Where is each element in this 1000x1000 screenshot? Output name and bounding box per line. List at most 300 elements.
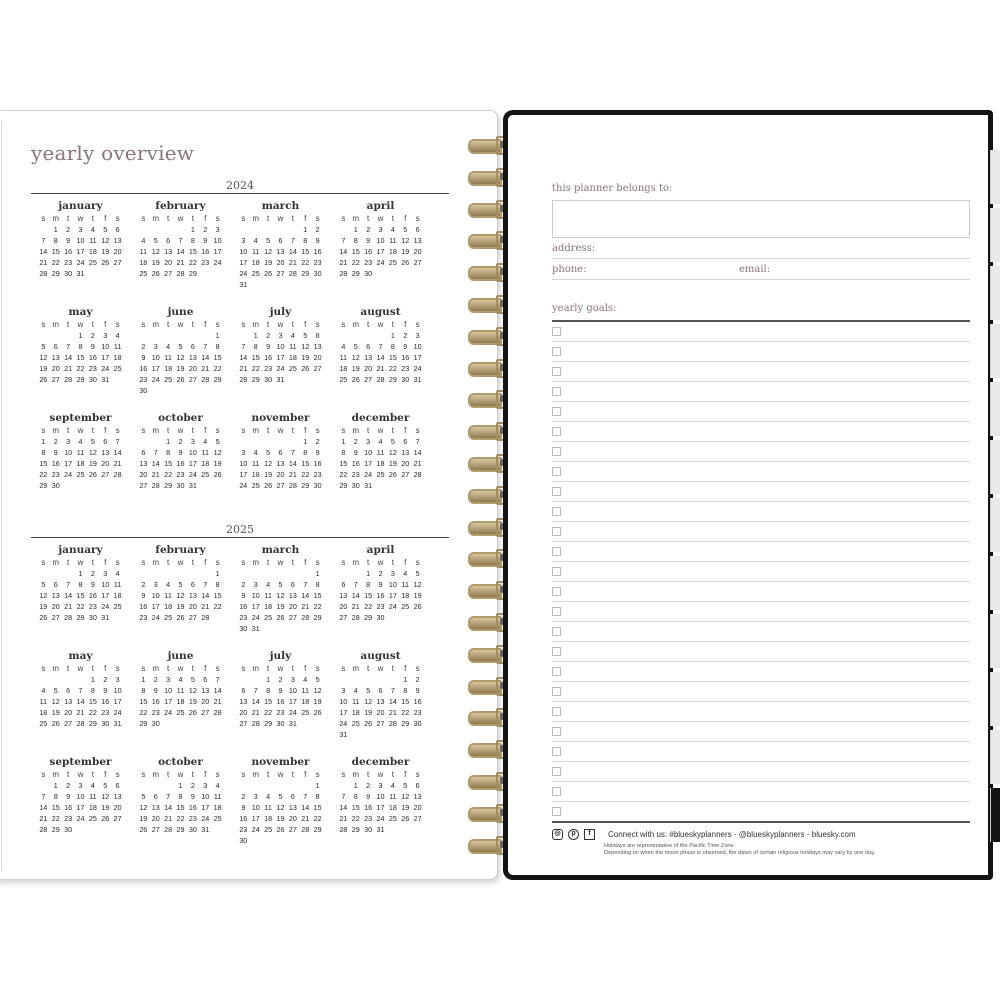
day-cell: 29 bbox=[301, 269, 310, 278]
month-name: september bbox=[49, 756, 112, 768]
day-cell: 10 bbox=[276, 342, 285, 351]
day-cell: 4 bbox=[78, 437, 83, 446]
day-cell: 22 bbox=[76, 602, 85, 611]
day-cell: 14 bbox=[39, 803, 48, 812]
day-cell: 18 bbox=[251, 258, 260, 267]
blank-day bbox=[150, 330, 162, 341]
goal-row[interactable] bbox=[552, 702, 970, 722]
day-cell: 1 bbox=[403, 675, 408, 684]
day-cell: 24 bbox=[101, 602, 110, 611]
goal-row[interactable] bbox=[552, 482, 970, 502]
day-cell: 21 bbox=[376, 364, 385, 373]
month-name: january bbox=[58, 544, 103, 556]
goal-checkbox[interactable] bbox=[552, 387, 561, 396]
year-rule bbox=[31, 193, 449, 194]
day-cell: 9 bbox=[153, 686, 158, 695]
day-cell: 26 bbox=[88, 470, 97, 479]
day-cell: 24 bbox=[64, 470, 73, 479]
goal-checkbox[interactable] bbox=[552, 727, 561, 736]
day-cell: 24 bbox=[339, 719, 348, 728]
day-cell: 25 bbox=[301, 708, 310, 717]
goal-row[interactable] bbox=[552, 522, 970, 542]
day-cell: 26 bbox=[176, 613, 185, 622]
goal-row[interactable] bbox=[552, 402, 970, 422]
weekday-header: f bbox=[104, 770, 107, 779]
month-name: august bbox=[360, 306, 401, 318]
goal-checkbox[interactable] bbox=[552, 707, 561, 716]
day-cell: 2 bbox=[378, 569, 383, 578]
day-cell: 16 bbox=[313, 247, 322, 256]
day-cell: 18 bbox=[139, 258, 148, 267]
day-cell: 16 bbox=[401, 353, 410, 362]
day-cell: 31 bbox=[188, 481, 197, 490]
goal-checkbox[interactable] bbox=[552, 627, 561, 636]
day-cell: 22 bbox=[388, 364, 397, 373]
day-cell: 9 bbox=[415, 686, 420, 695]
day-cell: 25 bbox=[388, 258, 397, 267]
weekday-header: w bbox=[177, 320, 184, 329]
day-cell: 14 bbox=[339, 247, 348, 256]
blank-day bbox=[162, 780, 174, 791]
weekday-header: s bbox=[141, 770, 146, 779]
goal-row[interactable] bbox=[552, 602, 970, 622]
goal-row[interactable] bbox=[552, 442, 970, 462]
day-cell: 7 bbox=[153, 448, 158, 457]
month-name: june bbox=[167, 306, 194, 318]
day-cell: 4 bbox=[166, 342, 171, 351]
blank-day bbox=[199, 568, 211, 579]
blank-day bbox=[137, 224, 149, 235]
facebook-icon[interactable]: f bbox=[584, 829, 595, 840]
day-cell: 5 bbox=[278, 580, 283, 589]
day-cell: 24 bbox=[376, 814, 385, 823]
goal-row[interactable] bbox=[552, 742, 970, 762]
day-cell: 5 bbox=[353, 342, 358, 351]
day-cell: 20 bbox=[51, 602, 60, 611]
day-cell: 29 bbox=[76, 375, 85, 384]
goal-row[interactable] bbox=[552, 562, 970, 582]
weekday-header: m bbox=[152, 770, 160, 779]
day-cell: 20 bbox=[101, 459, 110, 468]
goal-row[interactable] bbox=[552, 802, 970, 822]
weekday-header: s bbox=[241, 558, 246, 567]
day-cell: 2 bbox=[190, 781, 195, 790]
day-cell: 13 bbox=[401, 448, 410, 457]
day-cell: 11 bbox=[89, 236, 97, 245]
goal-checkbox[interactable] bbox=[552, 747, 561, 756]
month-tab[interactable] bbox=[990, 382, 1000, 436]
day-cell: 19 bbox=[264, 258, 273, 267]
day-cell: 4 bbox=[253, 448, 258, 457]
connect-text: Connect with us: #blueskyplanners - @blueskyplanners - bluesky.com bbox=[608, 830, 856, 839]
month-january bbox=[31, 198, 130, 304]
day-cell: 15 bbox=[164, 459, 173, 468]
weekday-header: s bbox=[315, 426, 320, 435]
goal-checkbox[interactable] bbox=[552, 607, 561, 616]
day-cell: 25 bbox=[113, 364, 122, 373]
day-cell: 20 bbox=[188, 602, 197, 611]
day-cell: 18 bbox=[76, 459, 85, 468]
month-name: october bbox=[158, 412, 203, 424]
contact-line[interactable] bbox=[552, 279, 970, 280]
day-cell: 21 bbox=[213, 697, 222, 706]
goal-row[interactable] bbox=[552, 682, 970, 702]
goal-row[interactable] bbox=[552, 462, 970, 482]
day-cell: 6 bbox=[403, 437, 408, 446]
weekday-header: t bbox=[366, 558, 370, 567]
goal-row[interactable] bbox=[552, 662, 970, 682]
goal-checkbox[interactable] bbox=[552, 667, 561, 676]
day-cell: 23 bbox=[51, 470, 60, 479]
day-cell: 1 bbox=[90, 675, 95, 684]
weekday-header: s bbox=[41, 320, 46, 329]
day-cell: 17 bbox=[113, 697, 122, 706]
day-cell: 5 bbox=[390, 437, 395, 446]
weekday-header: f bbox=[104, 558, 107, 567]
month-tab[interactable] bbox=[990, 556, 1000, 610]
day-cell: 15 bbox=[351, 803, 360, 812]
weekday-header: t bbox=[266, 214, 270, 223]
day-cell: 31 bbox=[413, 375, 422, 384]
day-cell: 3 bbox=[390, 569, 395, 578]
weekday-header: t bbox=[166, 320, 170, 329]
day-cell: 22 bbox=[301, 470, 310, 479]
day-cell: 23 bbox=[139, 613, 148, 622]
goal-checkbox[interactable] bbox=[552, 487, 561, 496]
day-cell: 22 bbox=[251, 364, 260, 373]
day-cell: 3 bbox=[153, 580, 158, 589]
day-cell: 8 bbox=[178, 792, 183, 801]
blank-day bbox=[362, 330, 374, 341]
day-cell: 10 bbox=[413, 342, 422, 351]
month-tab[interactable] bbox=[990, 730, 1000, 784]
day-cell: 2 bbox=[366, 225, 371, 234]
instagram-icon[interactable]: ◎ bbox=[552, 829, 563, 840]
weekday-header: m bbox=[352, 320, 360, 329]
goal-row[interactable] bbox=[552, 642, 970, 662]
month-tab[interactable] bbox=[990, 498, 1000, 552]
day-cell: 6 bbox=[341, 580, 346, 589]
day-cell: 30 bbox=[364, 825, 373, 834]
weekday-header: s bbox=[415, 664, 420, 673]
day-cell: 1 bbox=[41, 437, 46, 446]
goal-row[interactable] bbox=[552, 542, 970, 562]
day-cell: 26 bbox=[276, 825, 285, 834]
day-cell: 18 bbox=[388, 247, 397, 256]
day-cell: 23 bbox=[364, 258, 373, 267]
goal-checkbox[interactable] bbox=[552, 587, 561, 596]
day-cell: 29 bbox=[401, 719, 410, 728]
goal-checkbox[interactable] bbox=[552, 507, 561, 516]
day-cell: 18 bbox=[113, 353, 122, 362]
goal-checkbox[interactable] bbox=[552, 567, 561, 576]
weekday-header: f bbox=[304, 770, 307, 779]
weekday-header: s bbox=[241, 664, 246, 673]
weekday-header: t bbox=[91, 664, 94, 673]
goal-row[interactable] bbox=[552, 762, 970, 782]
day-cell: 8 bbox=[403, 686, 408, 695]
day-cell: 6 bbox=[415, 781, 420, 790]
day-cell: 24 bbox=[276, 364, 285, 373]
day-cell: 12 bbox=[264, 459, 273, 468]
phone-label: phone: bbox=[552, 264, 587, 275]
day-cell: 21 bbox=[251, 708, 260, 717]
day-cell: 25 bbox=[251, 269, 260, 278]
goal-checkbox[interactable] bbox=[552, 647, 561, 656]
weekday-header: t bbox=[66, 214, 70, 223]
goals-label: yearly goals: bbox=[552, 303, 617, 314]
day-cell: 26 bbox=[401, 814, 410, 823]
day-cell: 27 bbox=[288, 825, 297, 834]
day-cell: 10 bbox=[251, 803, 260, 812]
day-cell: 14 bbox=[64, 591, 73, 600]
day-cell: 26 bbox=[176, 375, 185, 384]
blank-day bbox=[250, 436, 262, 447]
day-cell: 10 bbox=[201, 792, 210, 801]
day-cell: 24 bbox=[151, 613, 160, 622]
day-cell: 27 bbox=[413, 258, 422, 267]
day-cell: 27 bbox=[413, 814, 422, 823]
day-cell: 2 bbox=[66, 781, 71, 790]
goal-row[interactable] bbox=[552, 422, 970, 442]
goal-checkbox[interactable] bbox=[552, 767, 561, 776]
day-cell: 12 bbox=[188, 686, 197, 695]
weekday-header: w bbox=[77, 214, 84, 223]
email-label: email: bbox=[739, 264, 771, 275]
goal-checkbox[interactable] bbox=[552, 787, 561, 796]
day-cell: 25 bbox=[339, 375, 348, 384]
day-cell: 13 bbox=[188, 591, 197, 600]
day-cell: 25 bbox=[288, 364, 297, 373]
day-cell: 1 bbox=[53, 781, 58, 790]
day-cell: 6 bbox=[53, 342, 58, 351]
day-cell: 20 bbox=[113, 247, 122, 256]
day-cell: 5 bbox=[190, 675, 195, 684]
day-cell: 15 bbox=[364, 591, 373, 600]
goal-row[interactable] bbox=[552, 382, 970, 402]
goal-row[interactable] bbox=[552, 582, 970, 602]
day-cell: 29 bbox=[301, 481, 310, 490]
month-tab[interactable] bbox=[990, 440, 1000, 494]
day-cell: 30 bbox=[188, 825, 197, 834]
day-cell: 11 bbox=[264, 803, 272, 812]
day-cell: 11 bbox=[264, 591, 272, 600]
month-tab[interactable] bbox=[990, 266, 1000, 320]
day-cell: 16 bbox=[101, 697, 110, 706]
day-cell: 18 bbox=[376, 459, 385, 468]
month-february bbox=[131, 542, 230, 648]
goal-checkbox[interactable] bbox=[552, 367, 561, 376]
pinterest-icon[interactable]: p bbox=[568, 829, 579, 840]
day-cell: 14 bbox=[201, 353, 210, 362]
day-cell: 6 bbox=[153, 792, 158, 801]
day-cell: 31 bbox=[113, 719, 122, 728]
weekday-header: t bbox=[191, 214, 194, 223]
month-name: september bbox=[49, 412, 112, 424]
day-cell: 31 bbox=[76, 269, 85, 278]
day-cell: 1 bbox=[190, 225, 195, 234]
goal-checkbox[interactable] bbox=[552, 527, 561, 536]
day-cell: 18 bbox=[251, 470, 260, 479]
weekday-header: w bbox=[377, 664, 384, 673]
day-cell: 23 bbox=[88, 364, 97, 373]
day-cell: 12 bbox=[176, 353, 185, 362]
day-cell: 29 bbox=[176, 825, 185, 834]
goal-row[interactable] bbox=[552, 322, 970, 342]
day-cell: 7 bbox=[215, 675, 220, 684]
goal-checkbox[interactable] bbox=[552, 407, 561, 416]
day-cell: 29 bbox=[51, 269, 60, 278]
day-cell: 11 bbox=[201, 448, 209, 457]
blank-day bbox=[287, 780, 299, 791]
goal-row[interactable] bbox=[552, 782, 970, 802]
day-cell: 25 bbox=[164, 613, 173, 622]
day-cell: 25 bbox=[88, 258, 97, 267]
weekday-header: t bbox=[166, 426, 170, 435]
day-cell: 28 bbox=[201, 613, 210, 622]
goal-checkbox[interactable] bbox=[552, 467, 561, 476]
day-cell: 13 bbox=[113, 236, 122, 245]
address-line[interactable] bbox=[552, 258, 970, 259]
weekday-header: t bbox=[266, 320, 270, 329]
day-cell: 14 bbox=[213, 686, 222, 695]
day-cell: 14 bbox=[201, 591, 210, 600]
day-cell: 11 bbox=[339, 353, 348, 362]
day-cell: 14 bbox=[251, 697, 260, 706]
weekday-header: m bbox=[52, 214, 60, 223]
day-cell: 22 bbox=[139, 708, 148, 717]
month-tab[interactable] bbox=[990, 672, 1000, 726]
day-cell: 11 bbox=[176, 686, 185, 695]
day-cell: 8 bbox=[303, 448, 308, 457]
weekday-header: m bbox=[152, 664, 160, 673]
weekday-header: f bbox=[404, 770, 407, 779]
day-cell: 25 bbox=[251, 481, 260, 490]
day-cell: 28 bbox=[39, 825, 48, 834]
goal-checkbox[interactable] bbox=[552, 327, 561, 336]
day-cell: 20 bbox=[151, 814, 160, 823]
day-cell: 23 bbox=[101, 708, 110, 717]
day-cell: 14 bbox=[339, 803, 348, 812]
day-cell: 1 bbox=[303, 225, 308, 234]
goal-checkbox[interactable] bbox=[552, 447, 561, 456]
weekday-header: w bbox=[377, 770, 384, 779]
day-cell: 27 bbox=[339, 613, 348, 622]
day-cell: 3 bbox=[366, 437, 371, 446]
day-cell: 11 bbox=[213, 792, 222, 801]
day-cell: 7 bbox=[241, 342, 246, 351]
goal-checkbox[interactable] bbox=[552, 807, 561, 816]
blank-day bbox=[274, 780, 286, 791]
day-cell: 5 bbox=[415, 569, 420, 578]
day-cell: 12 bbox=[101, 236, 110, 245]
goal-checkbox[interactable] bbox=[552, 687, 561, 696]
left-page bbox=[0, 110, 498, 880]
goal-checkbox[interactable] bbox=[552, 347, 561, 356]
day-cell: 7 bbox=[66, 580, 71, 589]
goal-row[interactable] bbox=[552, 622, 970, 642]
day-cell: 3 bbox=[341, 686, 346, 695]
day-cell: 23 bbox=[276, 708, 285, 717]
day-cell: 26 bbox=[264, 481, 273, 490]
day-cell: 15 bbox=[313, 591, 322, 600]
day-cell: 10 bbox=[113, 686, 122, 695]
goal-row[interactable] bbox=[552, 362, 970, 382]
weekday-header: t bbox=[266, 558, 270, 567]
weekday-header: t bbox=[91, 320, 94, 329]
day-cell: 14 bbox=[376, 353, 385, 362]
year-rule bbox=[31, 537, 449, 538]
goal-checkbox[interactable] bbox=[552, 427, 561, 436]
fine-print-timezone: Holidays are representative of the Pacific Time Zone. bbox=[604, 843, 736, 849]
month-tab[interactable] bbox=[990, 324, 1000, 378]
weekday-header: s bbox=[341, 320, 346, 329]
month-tab[interactable] bbox=[990, 614, 1000, 668]
day-cell: 14 bbox=[351, 591, 360, 600]
blank-day bbox=[37, 568, 49, 579]
month-september bbox=[31, 754, 130, 860]
blank-day bbox=[337, 674, 349, 685]
month-tab[interactable] bbox=[990, 788, 1000, 842]
day-cell: 4 bbox=[203, 437, 208, 446]
goal-row[interactable] bbox=[552, 722, 970, 742]
day-cell: 12 bbox=[101, 792, 110, 801]
blank-day bbox=[37, 674, 49, 685]
day-cell: 27 bbox=[239, 719, 248, 728]
day-cell: 27 bbox=[101, 470, 110, 479]
day-cell: 5 bbox=[103, 781, 108, 790]
weekday-header: s bbox=[315, 770, 320, 779]
day-cell: 11 bbox=[113, 342, 122, 351]
day-cell: 1 bbox=[266, 675, 271, 684]
day-cell: 28 bbox=[288, 269, 297, 278]
goal-checkbox[interactable] bbox=[552, 547, 561, 556]
day-cell: 16 bbox=[51, 459, 60, 468]
day-cell: 4 bbox=[178, 675, 183, 684]
weekday-header: t bbox=[391, 770, 394, 779]
day-cell: 17 bbox=[339, 708, 348, 717]
day-cell: 17 bbox=[276, 353, 285, 362]
weekday-header: m bbox=[52, 558, 60, 567]
weekday-header: t bbox=[266, 426, 270, 435]
day-cell: 25 bbox=[139, 269, 148, 278]
blank-day bbox=[250, 674, 262, 685]
owner-name-field[interactable] bbox=[552, 200, 970, 238]
day-cell: 17 bbox=[388, 591, 397, 600]
day-cell: 10 bbox=[388, 580, 397, 589]
month-august bbox=[331, 648, 430, 754]
blank-day bbox=[287, 224, 299, 235]
month-tab[interactable] bbox=[990, 150, 1000, 204]
blank-day bbox=[187, 568, 199, 579]
day-cell: 8 bbox=[41, 448, 46, 457]
day-cell: 15 bbox=[88, 697, 97, 706]
day-cell: 19 bbox=[39, 364, 48, 373]
goal-row[interactable] bbox=[552, 342, 970, 362]
weekday-header: f bbox=[104, 320, 107, 329]
weekday-header: s bbox=[215, 770, 220, 779]
day-cell: 30 bbox=[401, 375, 410, 384]
day-cell: 22 bbox=[351, 814, 360, 823]
blank-day bbox=[150, 224, 162, 235]
month-tab[interactable] bbox=[990, 208, 1000, 262]
day-cell: 14 bbox=[39, 247, 48, 256]
goal-row[interactable] bbox=[552, 502, 970, 522]
day-cell: 26 bbox=[313, 708, 322, 717]
day-cell: 13 bbox=[51, 591, 60, 600]
day-cell: 17 bbox=[164, 697, 173, 706]
day-cell: 26 bbox=[51, 719, 60, 728]
